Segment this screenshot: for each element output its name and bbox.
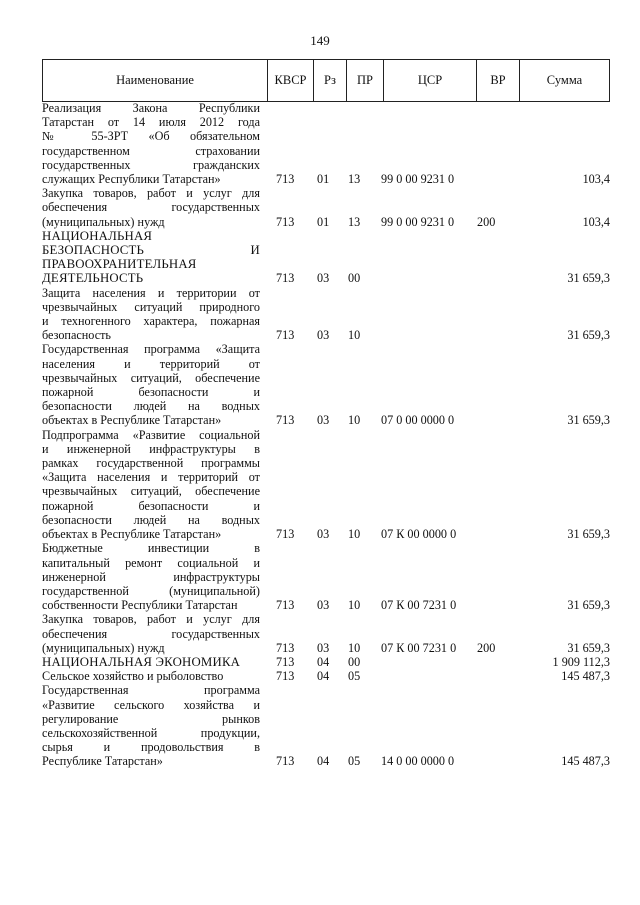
row-sum: 31 659,3 bbox=[567, 328, 610, 343]
row-pr: 10 bbox=[348, 640, 361, 655]
table-row bbox=[42, 655, 610, 669]
row-name-line: Подпрограмма «Развитие социальной bbox=[42, 427, 260, 442]
row-pr: 05 bbox=[348, 669, 361, 684]
table-row bbox=[42, 541, 610, 612]
row-name-line: Бюджетные инвестиции в bbox=[42, 541, 260, 556]
row-name-line: ПРАВООХРАНИТЕЛЬНАЯ bbox=[42, 257, 197, 272]
row-name bbox=[42, 186, 260, 229]
row-rz: 01 bbox=[317, 214, 330, 229]
row-name-line: БЕЗОПАСНОСТЬ И bbox=[42, 243, 260, 258]
table-row bbox=[42, 101, 610, 186]
row-name-line: и инженерной инфраструктуры в bbox=[42, 441, 260, 456]
row-kvsr: 713 bbox=[276, 413, 295, 428]
row-kvsr: 713 bbox=[276, 640, 295, 655]
row-name-line: (муниципальных) нужд bbox=[42, 214, 165, 229]
table-row bbox=[42, 612, 610, 655]
row-name-line: населения и территорий от bbox=[42, 356, 260, 371]
row-name-line: чрезвычайных ситуаций, обеспечение bbox=[42, 484, 260, 499]
row-vr: 200 bbox=[477, 640, 496, 655]
row-rz: 01 bbox=[317, 172, 330, 187]
row-name bbox=[42, 342, 260, 427]
row-sum: 31 659,3 bbox=[567, 527, 610, 542]
table-header bbox=[42, 59, 610, 102]
row-csr: 99 0 00 9231 0 bbox=[381, 214, 455, 229]
table-row bbox=[42, 286, 610, 343]
header-csr: ЦСР bbox=[384, 60, 477, 101]
row-name-line: Реализация Закона Республики bbox=[42, 101, 260, 115]
row-name-line: Республике Татарстан» bbox=[42, 754, 163, 769]
row-rz: 04 bbox=[317, 654, 330, 669]
row-rz: 03 bbox=[317, 413, 330, 428]
row-csr: 14 0 00 0000 0 bbox=[381, 754, 455, 769]
row-name-line: пожарной безопасности и bbox=[42, 498, 260, 513]
row-name-line: инженерной инфраструктуры bbox=[42, 569, 260, 584]
header-vr: ВР bbox=[477, 60, 520, 101]
header-name: Наименование bbox=[43, 60, 268, 101]
row-csr: 07 0 00 0000 0 bbox=[381, 413, 455, 428]
row-pr: 13 bbox=[348, 172, 361, 187]
row-name bbox=[42, 669, 260, 683]
row-name-line: рамках государственной программы bbox=[42, 456, 260, 471]
header-sum: Сумма bbox=[546, 73, 583, 87]
row-csr: 07 К 00 7231 0 bbox=[381, 598, 457, 613]
row-name bbox=[42, 101, 260, 186]
row-sum: 31 659,3 bbox=[567, 640, 610, 655]
row-csr: 07 К 00 0000 0 bbox=[381, 527, 457, 542]
row-csr: 99 0 00 9231 0 bbox=[381, 172, 455, 187]
row-name-line: № 55-ЗРТ «Об обязательном bbox=[42, 129, 260, 144]
row-rz: 04 bbox=[317, 669, 330, 684]
row-name bbox=[42, 683, 260, 768]
row-kvsr: 713 bbox=[276, 669, 295, 684]
row-name-line: Закупка товаров, работ и услуг для bbox=[42, 186, 260, 201]
row-name-line: Государственная программа «Защита bbox=[42, 342, 260, 357]
row-sum: 31 659,3 bbox=[567, 598, 610, 613]
row-name-line: безопасность bbox=[42, 328, 111, 343]
row-sum: 103,4 bbox=[582, 172, 610, 187]
row-name-line: безопасности людей на водных bbox=[42, 512, 260, 527]
row-name-line: безопасности людей на водных bbox=[42, 399, 260, 414]
header-rz: Рз bbox=[314, 60, 347, 101]
row-pr: 00 bbox=[348, 654, 361, 669]
row-rz: 03 bbox=[317, 640, 330, 655]
table-row bbox=[42, 229, 610, 286]
row-kvsr: 713 bbox=[276, 172, 295, 187]
table-row bbox=[42, 428, 610, 542]
row-name bbox=[42, 229, 260, 286]
row-name-line: собственности Республики Татарстан bbox=[42, 598, 238, 613]
row-name-line: Сельское хозяйство и рыболовство bbox=[42, 669, 224, 684]
row-name-line: сырья и продовольствия в bbox=[42, 740, 260, 755]
row-name bbox=[42, 655, 260, 669]
row-name-line: пожарной безопасности и bbox=[42, 385, 260, 400]
row-name-line: чрезвычайных ситуаций, обеспечение bbox=[42, 370, 260, 385]
row-name-line: государственном страховании bbox=[42, 143, 260, 158]
row-pr: 10 bbox=[348, 598, 361, 613]
row-pr: 10 bbox=[348, 413, 361, 428]
row-name-line: Закупка товаров, работ и услуг для bbox=[42, 612, 260, 627]
row-kvsr: 713 bbox=[276, 328, 295, 343]
table-row bbox=[42, 683, 610, 768]
row-name-line: «Защита населения и территорий от bbox=[42, 470, 260, 485]
row-kvsr: 713 bbox=[276, 654, 295, 669]
row-rz: 03 bbox=[317, 271, 330, 286]
row-kvsr: 713 bbox=[276, 214, 295, 229]
row-sum: 31 659,3 bbox=[567, 413, 610, 428]
budget-table-body bbox=[42, 101, 610, 769]
row-pr: 00 bbox=[348, 271, 361, 286]
row-name-line: чрезвычайных ситуаций природного bbox=[42, 299, 260, 314]
row-name-line: Государственная программа bbox=[42, 683, 260, 698]
row-name-line: государственной (муниципальной) bbox=[42, 583, 260, 598]
row-name-line: НАЦИОНАЛЬНАЯ ЭКОНОМИКА bbox=[42, 654, 241, 669]
row-pr: 10 bbox=[348, 527, 361, 542]
header-pr: ПР bbox=[347, 60, 384, 101]
row-name-line: и техногенного характера, пожарная bbox=[42, 314, 260, 329]
page-number: 149 bbox=[310, 33, 330, 48]
row-name-line: регулирование рынков bbox=[42, 711, 260, 726]
row-name-line: капитальный ремонт социальной и bbox=[42, 555, 260, 570]
row-pr: 13 bbox=[348, 214, 361, 229]
row-sum: 31 659,3 bbox=[567, 271, 610, 286]
row-csr: 07 К 00 7231 0 bbox=[381, 640, 457, 655]
row-pr: 10 bbox=[348, 328, 361, 343]
row-name-line: сельскохозяйственной продукции, bbox=[42, 725, 260, 740]
row-kvsr: 713 bbox=[276, 271, 295, 286]
table-row bbox=[42, 342, 610, 427]
row-rz: 03 bbox=[317, 328, 330, 343]
row-pr: 05 bbox=[348, 754, 361, 769]
row-kvsr: 713 bbox=[276, 527, 295, 542]
row-name bbox=[42, 286, 260, 343]
row-sum: 103,4 bbox=[582, 214, 610, 229]
row-sum: 145 487,3 bbox=[561, 669, 610, 684]
table-row bbox=[42, 186, 610, 229]
row-name-line: объектах в Республике Татарстан» bbox=[42, 527, 222, 542]
header-kvsr: КВСР bbox=[268, 60, 314, 101]
table-row bbox=[42, 669, 610, 683]
row-sum: 1 909 112,3 bbox=[552, 654, 610, 669]
row-name bbox=[42, 541, 260, 612]
row-rz: 04 bbox=[317, 754, 330, 769]
row-name-line: служащих Республики Татарстан» bbox=[42, 172, 221, 187]
row-name-line: «Развитие сельского хозяйства и bbox=[42, 697, 260, 712]
row-name-line: объектах в Республике Татарстан» bbox=[42, 413, 222, 428]
row-vr: 200 bbox=[477, 214, 496, 229]
row-name-line: ДЕЯТЕЛЬНОСТЬ bbox=[42, 271, 144, 286]
row-name-line: Защита населения и территории от bbox=[42, 285, 260, 300]
row-name-line: Татарстан от 14 июля 2012 года bbox=[42, 115, 260, 130]
row-name-line: НАЦИОНАЛЬНАЯ bbox=[42, 228, 153, 243]
row-rz: 03 bbox=[317, 598, 330, 613]
row-name bbox=[42, 612, 260, 655]
row-name-line: (муниципальных) нужд bbox=[42, 640, 165, 655]
row-kvsr: 713 bbox=[276, 598, 295, 613]
row-name-line: государственных гражданских bbox=[42, 157, 260, 172]
row-name-line: обеспечения государственных bbox=[42, 200, 260, 215]
row-sum: 145 487,3 bbox=[561, 754, 610, 769]
row-kvsr: 713 bbox=[276, 754, 295, 769]
row-name-line: обеспечения государственных bbox=[42, 626, 260, 641]
row-name bbox=[42, 428, 260, 542]
row-rz: 03 bbox=[317, 527, 330, 542]
